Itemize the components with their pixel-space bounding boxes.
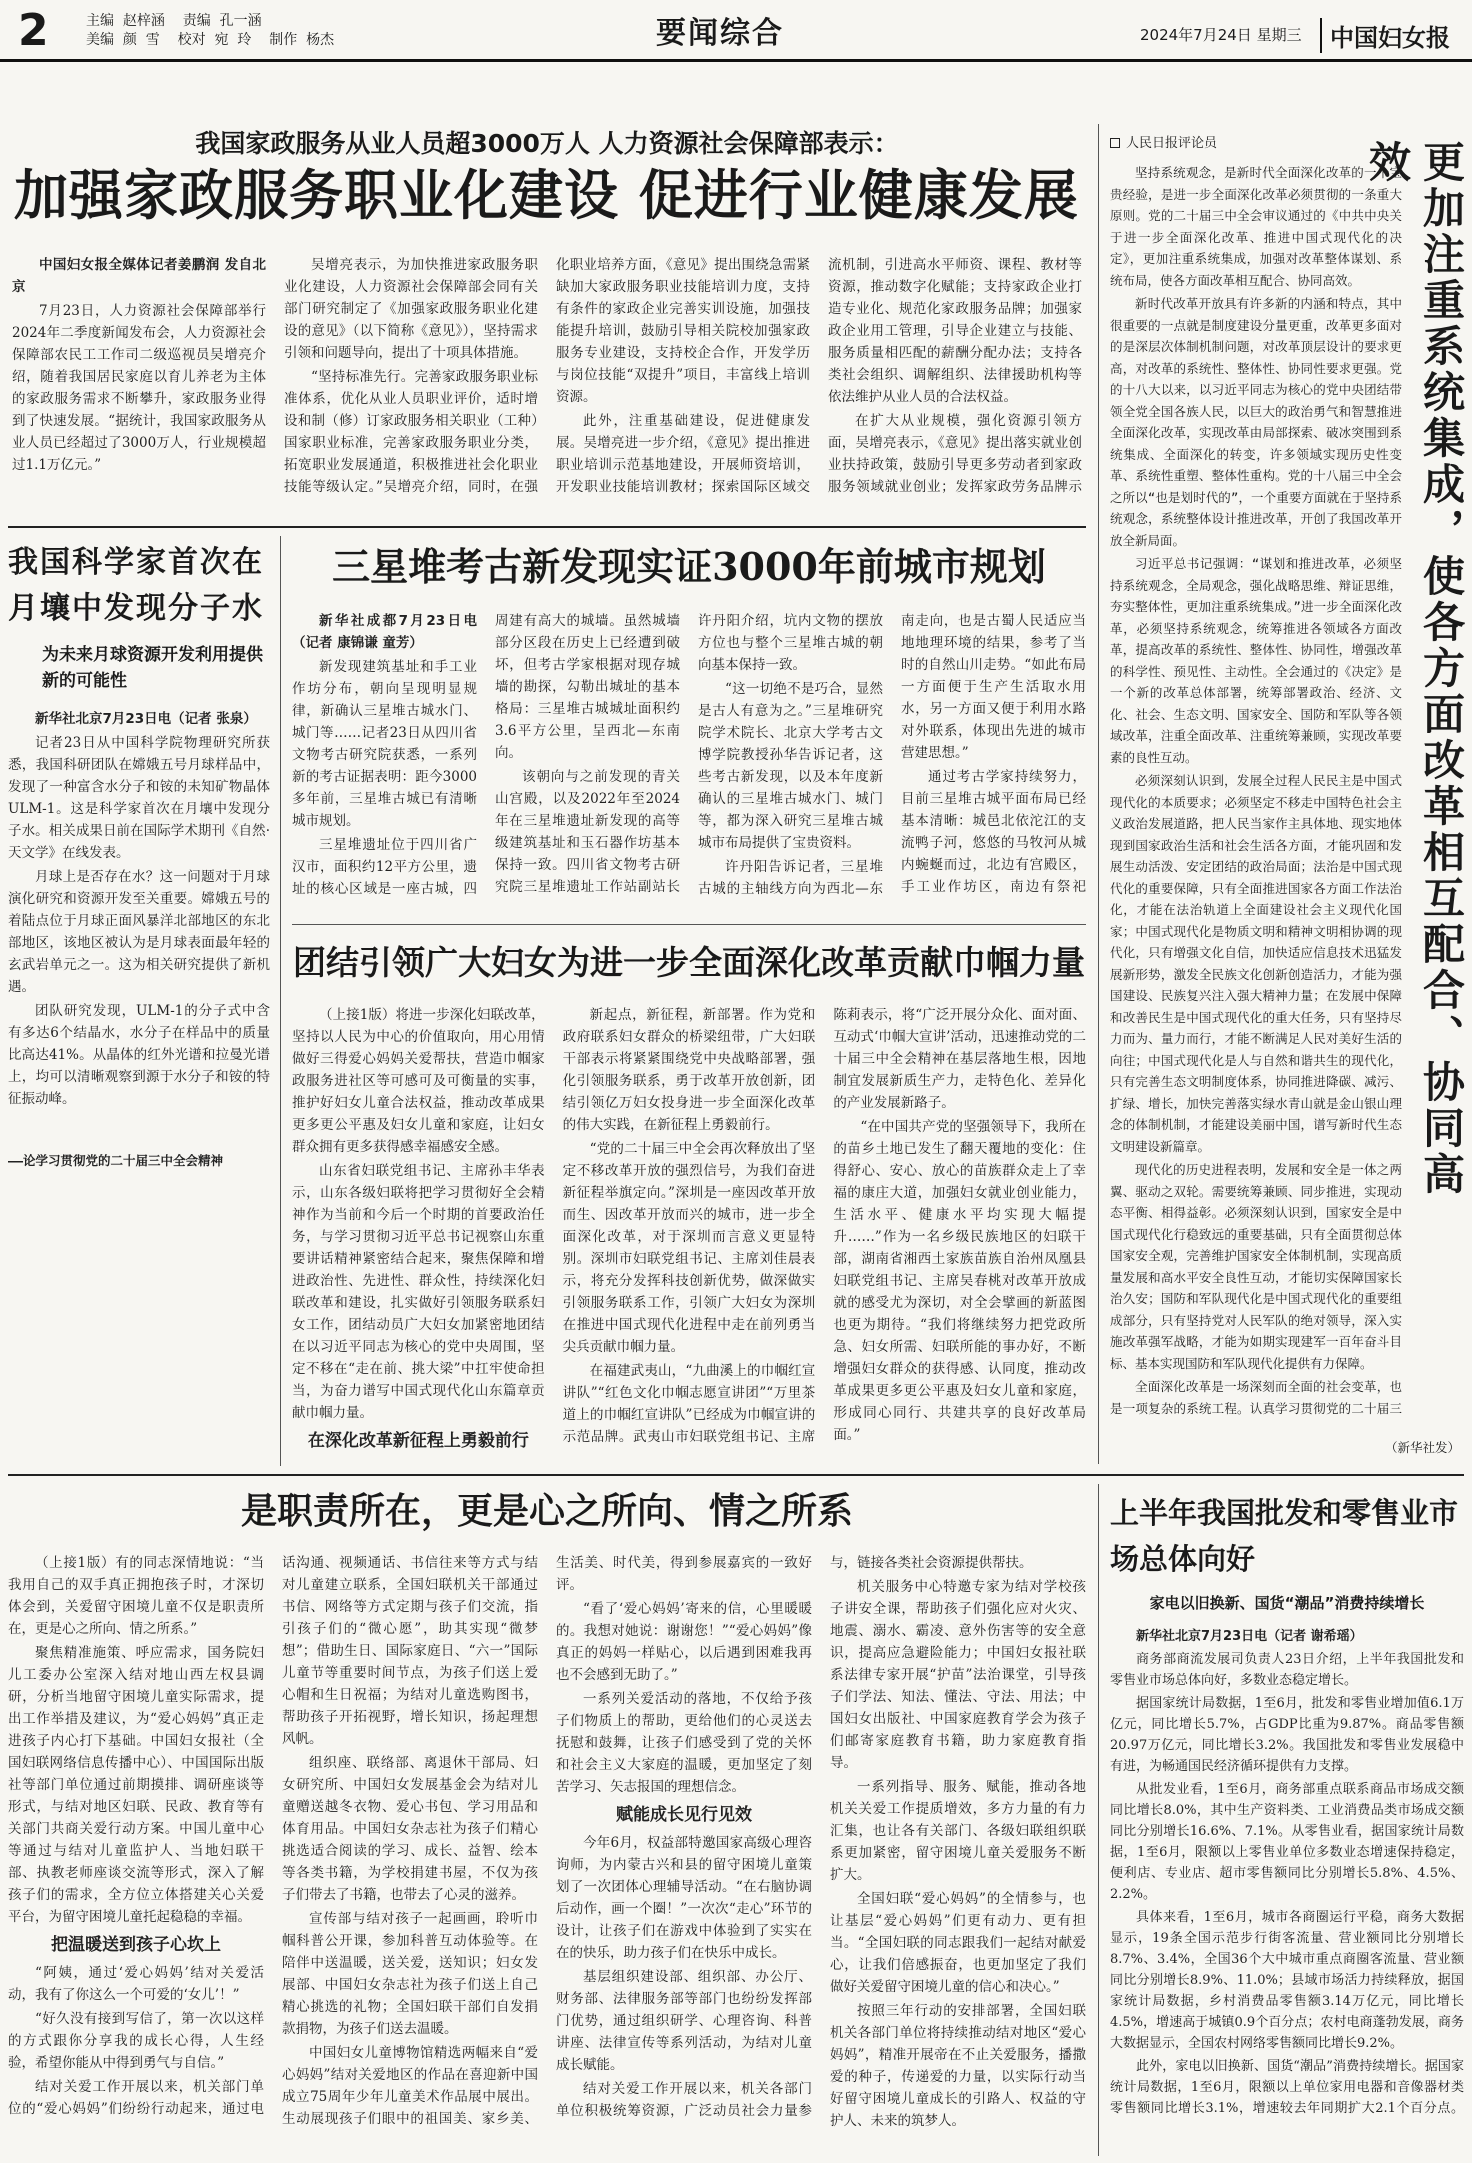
sanxingdui-paragraph: 该朝向与之前发现的青关山宫殿，以及2022年至2024年在三星堆遗址新发现的高等级建筑基址和玉石器作坊基本保持一致。四川省文物考古研究院三星堆遗址工作站副站长许丹阳介绍，坑内文物的摆放方位也与整个三星堆古城的朝向基本保持一致。 bbox=[495, 613, 883, 895]
lead-paragraph: 7月23日，人力资源社会保障部举行2024年二季度新闻发布会，人力资源社会保障部农民工工作司二级巡视员吴增亮介绍，随着我国居民家庭以育儿养老为主体的家政服务需求不断攀升，家政服务业得到了快速发展。“据统计，我国家政服务从业人员已经超过了3000万人，行业规模超过1.1万亿元。” bbox=[12, 303, 266, 473]
duty-body bbox=[8, 1552, 1086, 2148]
divider bbox=[1098, 1484, 1099, 2156]
women-paragraph: 新起点，新征程，新部署。作为党和政府联系妇女群众的桥梁纽带，广大妇联干部表示将紧紧围绕党中央战略部署，强化引领服务联系，勇于改革开放创新，团结引领亿万妇女投身进一步全面深化改革的伟大实践，在新征程上勇毅前行。 bbox=[562, 1007, 816, 1133]
lead-kicker: 我国家政服务从业人员超3000万人 人力资源社会保障部表示： bbox=[195, 129, 899, 158]
divider bbox=[1098, 124, 1099, 1464]
duty-paragraph: 基层组织建设部、组织部、办公厅、财务部、法律服务部等部门也纷纷发挥部门优势，通过组织研学、心理咨询、科普讲座、法律宣传等系列活动，为结对儿童成长赋能。 bbox=[556, 1969, 812, 2073]
duty-paragraph: 按照三年行动的安排部署，全国妇联机关各部门单位将持续推动结对地区“爱心妈妈”，精准开展帝在不止关爱服务，播撒爱的种子，传递爱的力量，以实际行动当好留守困境儿童成长的引路人、权益的守护人、未来的筑梦人。 bbox=[830, 2003, 1086, 2129]
moon-headline: 我国科学家首次在月壤中发现分子水 bbox=[8, 545, 264, 626]
masthead bbox=[0, 0, 1472, 62]
square-icon bbox=[1110, 138, 1120, 148]
sanxingdui-paragraph: 许丹阳告诉记者，三星堆古城的主轴线方向为西北—东南走向，也是古蜀人民适应当地地理环境的结果，参考了当时的自然山川走势。“如此布局一方面便于生产生活取水用水，另一方面又便于利用水路对外联系，体现出先进的城市营建思想。” bbox=[698, 613, 1086, 897]
women-paragraph: “党的二十届三中全会再次释放出了坚定不移改革开放的强烈信号，为我们奋进新征程举旗定向。”深圳是一座因改革开放而生、因改革开放而兴的城市，进一步全面深化改革，对于深圳而言意义更显特别。深圳市妇联党组书记、主席刘佳晨表示，将充分发挥科技创新优势，做深做实引领服务联系工作，引领广大妇女为深圳在推进中国式现代化进程中走在前列勇当尖兵贡献巾帼力量。 bbox=[562, 1141, 816, 1355]
sanxingdui-story bbox=[292, 540, 1086, 916]
women-paragraph: “在中国共产党的坚强领导下，我所在的苗乡土地已发生了翻天覆地的变化：住得舒心、安心、放心的苗族群众走上了幸福的康庄大道，加强妇女就业创业能力，生活水平、健康水平均实现大幅提升……”作为一名乡级民族地区的妇联干部，湖南省湘西土家族苗族自治州凤凰县妇联党组书记、主席吴春桃对改革开放成就的感受尤为深切，对全会擘画的新蓝图也更为期待。“我们将继续努力把党政所急、妇女所需、妇联所能的事办好，不断增强妇女群众的获得感、认同度，推动改革成果更多更公平惠及妇女儿童和家庭，形成同心同行、共建共享的良好改革局面。” bbox=[833, 1119, 1086, 1443]
sanxingdui-body bbox=[292, 610, 1086, 910]
commentary-credit: （新华社发） bbox=[1384, 1440, 1460, 1455]
section-title: 要闻综合 bbox=[656, 16, 784, 51]
commentary-tag bbox=[1110, 132, 1350, 156]
duty-subhead-1: 把温暖送到孩子心坎上 bbox=[51, 1935, 221, 1955]
sanxingdui-paragraph: 三星堆遗址位于四川省广汉市，面积约12平方公里，遗址的核心区域是一座古城，四周建有高大的城墙。虽然城墙部分区段在历史上已经遭到破坏，但考古学家根据对现存城墙的勘探，勾勒出城址的基本格局：三星堆古城城址面积约3.6平方公里，呈西北—东南向。 bbox=[292, 613, 680, 897]
duty-paragraph: 全国妇联“爱心妈妈”的全情参与，也让基层“爱心妈妈”们更有动力、更有担当。“全国妇联的同志跟我们一起结对献爱心，让我们倍感振奋，也更加坚定了我们做好关爱留守困境儿童的信心和决心。” bbox=[830, 1891, 1086, 1995]
commentary-text bbox=[1110, 162, 1402, 1422]
sanxingdui-headline: 三星堆考古新发现实证3000年前城市规划 bbox=[332, 544, 1046, 589]
trade-paragraph: 据国家统计局数据，1至6月，批发和零售业增加值6.1万亿元，同比增长5.7%，占GDP比重为9.87%。商品零售额20.97万亿元，同比增长3.2%。我国批发和零售业发展稳中有进，为畅通国民经济循环提供有力支撑。 bbox=[1110, 1696, 1464, 1774]
issue-date: 2024年7月24日 星期三 bbox=[1140, 26, 1302, 44]
women-headline: 团结引领广大妇女为进一步全面深化改革贡献巾帼力量 bbox=[293, 943, 1085, 982]
trade-headline: 上半年我国批发和零售业市场总体向好 bbox=[1110, 1496, 1459, 1576]
sanxingdui-paragraph: “这一切绝不是巧合，显然是古人有意为之。”三星堆研究院学术院长、北京大学考古文博学院教授孙华告诉记者，这些考古新发现，以及本年度新确认的三星堆古城水门、城门等，都为深入研究三星堆古城城市布局提供了宝贵资料。 bbox=[698, 681, 883, 851]
commentary-subtitle-inline: ——论学习贯彻党的二十届三中全会精神 bbox=[8, 1153, 224, 1168]
commentary-paragraph: 习近平总书记强调：“谋划和推进改革，必须坚持系统观念，全局观念，强化战略思维、辩证思维，夯实整体性，更加注重系统集成。”进一步全面深化改革，必须坚持系统观念，统筹推进各领域各方面改革，提高改革的系统性、整体性、协同性，增强改革的科学性、预见性、主动性。全会通过的《决定》是一个新的改革总体部署，统筹部署政治、经济、文化、社会、生态文明、国家安全、国防和军队等各领域改革，注重全面改革、注重统筹兼顾，实现改革要素的良性互动。 bbox=[1110, 556, 1402, 765]
commentary-paragraph: 全面深化改革是一场深刻而全面的社会变革，也是一项复杂的系统工程。认真学习贯彻党的二十届三 bbox=[1110, 1379, 1402, 1416]
lead-paragraph: 在扩大从业规模，强化资源引领方面，吴增亮表示，《意见》提出落实就业创业扶持政策，鼓励引导更多劳动者到家政服务领域就业创业；发挥家政劳务品牌示 bbox=[828, 413, 1082, 495]
staff-line-2: 美编 颜 雪 校对 宛 玲 制作 杨杰 bbox=[86, 32, 335, 48]
duty-paragraph: 宣传部与结对孩子一起画画，聆听巾帼科普公开课，参加科普互动体验等。在陪伴中送温暖，送关爱，送知识；妇女发展部、中国妇女杂志社为孩子们送上自己精心挑选的礼物；全国妇联干部们自发捐款捐物，为孩子们送去温暖。 bbox=[282, 1911, 538, 2037]
women-paragraph: 山东省妇联党组书记、主席孙丰华表示，山东各级妇联将把学习贯彻好全会精神作为当前和今后一个时期的首要政治任务，与学习贯彻习近平总书记视察山东重要讲话精神紧密结合起来，聚焦保障和增进政治性、先进性、群众性，持续深化妇联改革和建设，扎实做好引领服务联系妇女工作，团结动员广大妇女加紧密地团结在以习近平同志为核心的党中央周围，坚定不移在“走在前、挑大梁”中扛牢使命担当，为奋力谱写中国式现代化山东篇章贡献巾帼力量。 bbox=[292, 1163, 545, 1421]
staff-credits bbox=[86, 12, 334, 50]
duty-story bbox=[8, 1484, 1086, 2156]
women-body bbox=[292, 1004, 1086, 1464]
women-subhead: 在深化改革新征程上勇毅前行 bbox=[307, 1431, 529, 1451]
duty-subhead-2: 赋能成长见行见效 bbox=[616, 1805, 752, 1825]
women-story bbox=[292, 936, 1086, 1466]
duty-paragraph: 中国妇女儿童博物馆精选两幅来自“爱心妈妈”结对关爱地区的作品在喜迎新中国成立75周年少年儿童美术作品展中展出。生动展现孩子们眼中的祖国美、家乡美、生活美、时代美，得到参展嘉宾的一致好评。 bbox=[282, 1555, 812, 2127]
duty-paragraph: “看了‘爱心妈妈’寄来的信，心里暖暖的。我想对她说：谢谢您！”“爱心妈妈”像真正的妈妈一样贴心，以后遇到困难我再也不会感到无助了。” bbox=[556, 1601, 812, 1683]
lead-story bbox=[8, 124, 1086, 516]
moon-paragraph: 月球上是否存在水？这一问题对于月球演化研究和资源开发至关重要。嫦娥五号的着陆点位于月球正面风暴洋北部地区的东北部地区，该地区被认为是月球表面最年轻的玄武岩单元之一。这为相关研究提供了新机遇。 bbox=[8, 869, 270, 995]
divider bbox=[8, 526, 1086, 528]
trade-paragraph: 从批发业看，1至6月，商务部重点联系商品市场成交额同比增长8.0%，其中生产资料类、工业消费品类市场成交额同比分别增长16.6%、7.1%。从零售业看，据国家统计局数据，1至6月，限额以上零售业单位多数业态增速保持稳定，便利店、专业店、超市零售额同比分别增长5.8%、4.5%、2.2%。 bbox=[1110, 1782, 1464, 1902]
duty-paragraph: 组织座、联络部、离退休干部局、妇女研究所、中国妇女发展基金会为结对儿童赠送越冬衣物、爱心书包、学习用品和体育用品。中国妇女杂志社为孩子们精心挑选适合阅读的学习、成长、益智、绘本等各类书籍，为学校捐建书屋，不仅为孩子们带去了书籍，也带去了心灵的滋养。 bbox=[282, 1755, 538, 1903]
moon-subtitle: 为未来月球资源开发利用提供新的可能性 bbox=[42, 645, 263, 691]
commentary-body bbox=[1110, 162, 1402, 1422]
newspaper-logo: 中国妇女报 bbox=[1320, 18, 1450, 53]
trade-paragraph: 具体来看，1至6月，城市各商圈运行平稳，商务大数据显示，19条全国示范步行街客流量、营业额同比分别增长8.7%、3.4%，全国36个大中城市重点商圈客流量、营业额同比分别增长8.9%、11.0%；县域市场活力持续释放，据国家统计局数据，乡村消费品零售额3.14万亿元，同比增长4.5%，增速高于城镇0.9个百分点；农村电商蓬勃发展，商务大数据显示，全国农村网络零售额同比增长9.2%。 bbox=[1110, 1910, 1464, 2051]
trade-body bbox=[1110, 1626, 1464, 2154]
women-paragraph: 在福建武夷山，“九曲溪上的巾帼红宣讲队”“红色文化巾帼志愿宣讲团”“万里茶道上的巾帼红宣讲队”已经成为巾帼宣讲的示范品牌。武夷山市妇联党组书记、主席陈莉表示，将“广泛开展分众化、面对面、互动式‘巾帼大宣讲’活动，迅速推动党的二十届三中全会精神在基层落地生根，因地制宜发展新质生产力，走特色化、差异化的产业发展新路子。 bbox=[562, 1007, 1086, 1445]
trade-subtitle: 家电以旧换新、国货“潮品”消费持续增长 bbox=[1149, 1594, 1425, 1612]
duty-paragraph: 一系列关爱活动的落地，不仅给予孩子们物质上的帮助，更给他们的心灵送去抚慰和鼓舞，让孩子们感受到了党的关怀和社会主义大家庭的温暖，更加坚定了刻苦学习、矢志报国的理想信念。 bbox=[556, 1691, 812, 1795]
moon-paragraph: 记者23日从中国科学院物理研究所获悉，我国科研团队在嫦娥五号月球样品中，发现了一种富含水分子和铵的未知矿物晶体ULM-1。这是科学家首次在月壤中发现分子水。相关成果日前在国际学术期刊《自然·天文学》在线发表。 bbox=[8, 735, 270, 861]
women-continued-body bbox=[8, 1150, 270, 1466]
trade-dateline: 新华社北京7月23日电（记者 谢希瑶） bbox=[1136, 1629, 1363, 1644]
divider bbox=[8, 1474, 1464, 1476]
moon-dateline: 新华社北京7月23日电（记者 张泉） bbox=[35, 711, 257, 727]
duty-paragraph: 结对关爱工作开展以来，机关各部门单位积极统筹资源，广泛动员社会力量参与，链接各类社会资源提供帮扶。 bbox=[556, 1555, 1033, 2119]
commentary-paragraph: 必须深刻认识到，发展全过程人民民主是中国式现代化的本质要求；必须坚定不移走中国特色社会主义政治发展道路，把人民当家作主具体地、现实地体现到国家政治生活和社会生活各方面，才能巩固和发展生动活泼、安定团结的政治局面；法治是中国式现代化的重要保障，只有全面推进国家各方面工作法治化，才能在法治轨道上全面建设社会主义现代化国家；中国式现代化是物质文明和精神文明相协调的现代化，只有增强文化自信，加快适应信息技术迅猛发展新形势，激发全民族文化创新创造活力，才能为强国建设、民族复兴注入强大精神力量；在发展中保障和改善民生是中国式现代化的重大任务，只有坚持尽力而为、量力而行，才能不断满足人民对美好生活的向往；中国式现代化是人与自然和谐共生的现代化，只有完善生态文明制度体系，协同推进降碳、减污、扩绿、增长，加快完善落实绿水青山就是金山银山理念的体制机制，才能建设美丽中国，谱写新时代生态文明建设新篇章。 bbox=[1110, 773, 1402, 1154]
moon-body bbox=[8, 708, 270, 1138]
duty-paragraph: 一系列指导、服务、赋能，推动各地机关关爱工作提质增效，多方力量的有力汇集，也让各有关部门、各级妇联组织联系更加紧密，留守困境儿童关爱服务不断扩大。 bbox=[830, 1779, 1086, 1883]
duty-paragraph: 今年6月，权益部特邀国家高级心理咨询师，为内蒙古兴和县的留守困境儿童策划了一次团体心理辅导活动。“在右脑协调后动作，画一个圈！”一次次“走心”环节的设计，让孩子们在游戏中体验到了实实在在的快乐，助力孩子们在快乐中成长。 bbox=[556, 1835, 812, 1961]
women-continued bbox=[8, 1150, 270, 1466]
sanxingdui-paragraph: 通过考古学家持续努力，目前三星堆古城平面布局已经基本清晰：城邑北依沱江的支流鸭子河，悠悠的马牧河从城内蜿蜒而过，北边有宫殿区，手工业作坊区，南边有祭祀 bbox=[901, 769, 1086, 895]
staff-line-1: 主编 赵梓涵 责编 孔一涵 bbox=[86, 13, 262, 29]
commentary-tag-label: 人民日报评论员 bbox=[1126, 136, 1218, 151]
commentary-paragraph: 现代化的历史进程表明，发展和安全是一体之两翼、驱动之双轮。需要统筹兼顾、同步推进，实现动态平衡、相得益彰。必须深刻认识到，国家安全是中国式现代化行稳致远的重要基础，只有全面贯彻总体国家安全观，完善维护国家安全体制机制，实现高质量发展和高水平安全良性互动，才能切实保障国家长治久安；国防和军队现代化是中国式现代化的重要组成部分，只有坚持党对人民军队的绝对领导，深入实施改革强军战略，才能为如期实现建军一百年奋斗目标、基本实现国防和军队现代化提供有力保障。 bbox=[1110, 1162, 1402, 1371]
duty-headline: 是职责所在，更是心之所向、情之所系 bbox=[240, 1490, 853, 1532]
lead-body bbox=[8, 254, 1086, 516]
duty-paragraph: （上接1版）有的同志深情地说：“当我用自己的双手真正拥抱孩子时，才深切体会到，关爱留守困境儿童不仅是职责所在，更是心之所向、情之所系。” bbox=[8, 1555, 264, 1637]
lead-headline: 加强家政服务职业化建设 促进行业健康发展 bbox=[14, 163, 1079, 227]
duty-paragraph: “阿姨，通过‘爱心妈妈’结对关爱活动，我有了你这么一个可爱的‘女儿’！” bbox=[8, 1965, 264, 2003]
sanxingdui-dateline: 新华社成都7月23日电（记者 康锦谦 童芳） bbox=[292, 613, 477, 651]
commentary-headline: 更加注重系统集成，使各方面改革相互配合、协同高效 bbox=[1363, 140, 1466, 1198]
page-number: 2 bbox=[18, 5, 49, 56]
commentary-paragraph: 新时代改革开放具有许多新的内涵和特点，其中很重要的一点就是制度建设分量更重，改革更多面对的是深层次体制机制问题，对改革顶层设计的要求更高，对改革的系统性、整体性、协同性要求更强。党的十八大以来，以习近平同志为核心的党中央团结带领全党全国各族人民，以巨大的政治勇气和智慧推进全面深化改革，实现改革由局部探索、破冰突围到系统集成、全面深化的转变，许多领域实现历史性变革、系统性重塑、整体性重构。党的十八届三中全会之所以“也是划时代的”，一个重要方面就在于坚持系统观念，系统整体设计推进改革，开创了我国改革开放全新局面。 bbox=[1110, 296, 1402, 548]
duty-paragraph: 机关服务中心特邀专家为结对学校孩子讲安全课，帮助孩子们强化应对火灾、地震、溺水、霸凌、意外伤害等的安全意识，提高应急避险能力；中国妇女报社联系法律专家开展“护苗”法治课堂，引导孩子们学法、知法、懂法、守法、用法；中国妇女出版社、中国家庭教育学会为孩子们邮寄家庭教育书籍，助力家庭教育指导。 bbox=[830, 1579, 1086, 1771]
lead-dateline: 中国妇女报全媒体记者姜鹏润 发自北京 bbox=[12, 257, 266, 295]
moon-paragraph: 团队研究发现，ULM-1的分子式中含有多达6个结晶水，水分子在样品中的质量比高达41%。从晶体的红外光谱和拉曼光谱上，均可以清晰观察到源于水分子和铵的特征振动峰。 bbox=[8, 1003, 270, 1107]
duty-paragraph: “好久没有接到写信了，第一次以这样的方式跟你分享我的成长心得，人生经验，希望你能从中得到勇气与自信。” bbox=[8, 2011, 264, 2071]
trade-story bbox=[1110, 1490, 1464, 2156]
commentary-paragraph: 坚持系统观念，是新时代全面深化改革的一个宝贵经验，是进一步全面深化改革必须贯彻的一条重大原则。党的二十届三中全会审议通过的《中共中央关于进一步全面深化改革、推进中国式现代化的决定》，更加注重系统集成，加强对改革整体谋划、系统布局，使各方面改革相互配合、协同高效。 bbox=[1110, 165, 1402, 288]
lead-paragraph: 此外，注重基础建设，促进健康发展。吴增亮进一步介绍，《意见》提出推进职业培训示范基地建设，开展师资培训，开发职业技能培训教材；探索国际区域交流机制，引进高水平师资、课程、教材等资源，推动数字化赋能；支持家政企业打造专业化、规范化家政服务品牌；加强家政企业用工管理，引导企业建立与技能、服务质量相匹配的薪酬分配办法；支持各类社会组织、调解组织、法律援助机构等依法维护从业人员的合法权益。 bbox=[556, 257, 1082, 495]
trade-paragraph: 此外，家电以旧换新、国货“潮品”消费持续增长。据国家统计局数据，1至6月，限额以上单位家用电器和音像器材类零售额同比增长3.1%，增速较去年同期扩大2.1个百分点。 bbox=[1110, 2059, 1464, 2116]
sanxingdui-paragraph: 新发现建筑基址和手工业作坊分布，朝向呈现明显规律，新确认三星堆古城水门、城门等……记者23日从四川省文物考古研究院获悉，一系列新的考古证据表明：距今3000多年前，三星堆古城已有清晰城市规划。 bbox=[292, 659, 477, 829]
divider bbox=[280, 536, 281, 1466]
lead-paragraph: 吴增亮表示，为加快推进家政服务职业化建设，人力资源社会保障部会同有关部门研究制定了《加强家政服务职业化建设的意见》（以下简称《意见》），坚持需求引领和问题导向，提出了十项具体措施。 bbox=[284, 257, 538, 361]
women-paragraph: （上接1版）将进一步深化妇联改革，坚持以人民为中心的价值取向，用心用情做好三得爱心妈妈关爱帮扶，营造巾帼家政服务进社区等可感可及可衡量的实事，推护好妇女儿童合法权益，推动改革成果更多更公平惠及妇女儿童和家庭，让妇女群众拥有更多获得感幸福感安全感。 bbox=[292, 1007, 545, 1155]
divider bbox=[292, 924, 1086, 925]
trade-paragraph: 商务部商流发展司负责人23日介绍，上半年我国批发和零售业市场总体向好，多数业态稳定增长。 bbox=[1110, 1652, 1464, 1688]
lead-paragraph: “坚持标准先行。完善家政服务职业标准体系，优化从业人员职业评价，适时增设和制（修）订家政服务相关职业（工种）国家职业标准，完善家政服务职业分类，拓宽职业发展通道，积极推进社会化职业技能等级认定。”吴增亮介绍，同时，在强化职业培养方面，《意见》提出围绕急需紧缺加大家政服务职业技能培训力度，支持有条件的家政企业完善实训设施，加强技能提升培训，鼓励引导相关院校加强家政服务专业建设，支持校企合作，开发学历与岗位技能“双提升”项目，丰富线上培训资源。 bbox=[284, 257, 810, 495]
duty-paragraph: 聚焦精准施策、呼应需求，国务院妇儿工委办公室深入结对地山西左权县调研，分析当地留守困境儿童实际需求，提出工作举措及建议，为“爱心妈妈”真正走进孩子内心打下基础。中国妇女报社（全国妇联网络信息传播中心）、中国国际出版社等部门单位通过前期摸排、调研座谈等形式，与结对地区妇联、民政、教育等有关部门共商关爱行动方案。中国儿童中心等通过与结对儿童监护人、当地妇联干部、执教老师座谈交流等形式，深入了解孩子们的需求，全方位立体搭建关心关爱平台，为留守困境儿童托起稳稳的幸福。 bbox=[8, 1645, 264, 1925]
duty-paragraph: 结对关爱工作开展以来，机关部门单位的“爱心妈妈”们纷纷行动起来，通过电话沟通、视频通话、书信往来等方式与结对儿童建立联系，全国妇联机关干部通过书信、网络等方式定期与孩子们交流，指引孩子们的“微心愿”，助其实现“微梦想”；借助生日、国际家庭日、“六一”国际儿童节等重要时间节点，为孩子们送上爱心帽和生日祝福；为结对儿童选购图书，帮助孩子开拓视野，增长知识，扬起理想风帆。 bbox=[8, 1555, 538, 2117]
moon-story bbox=[8, 540, 270, 1140]
